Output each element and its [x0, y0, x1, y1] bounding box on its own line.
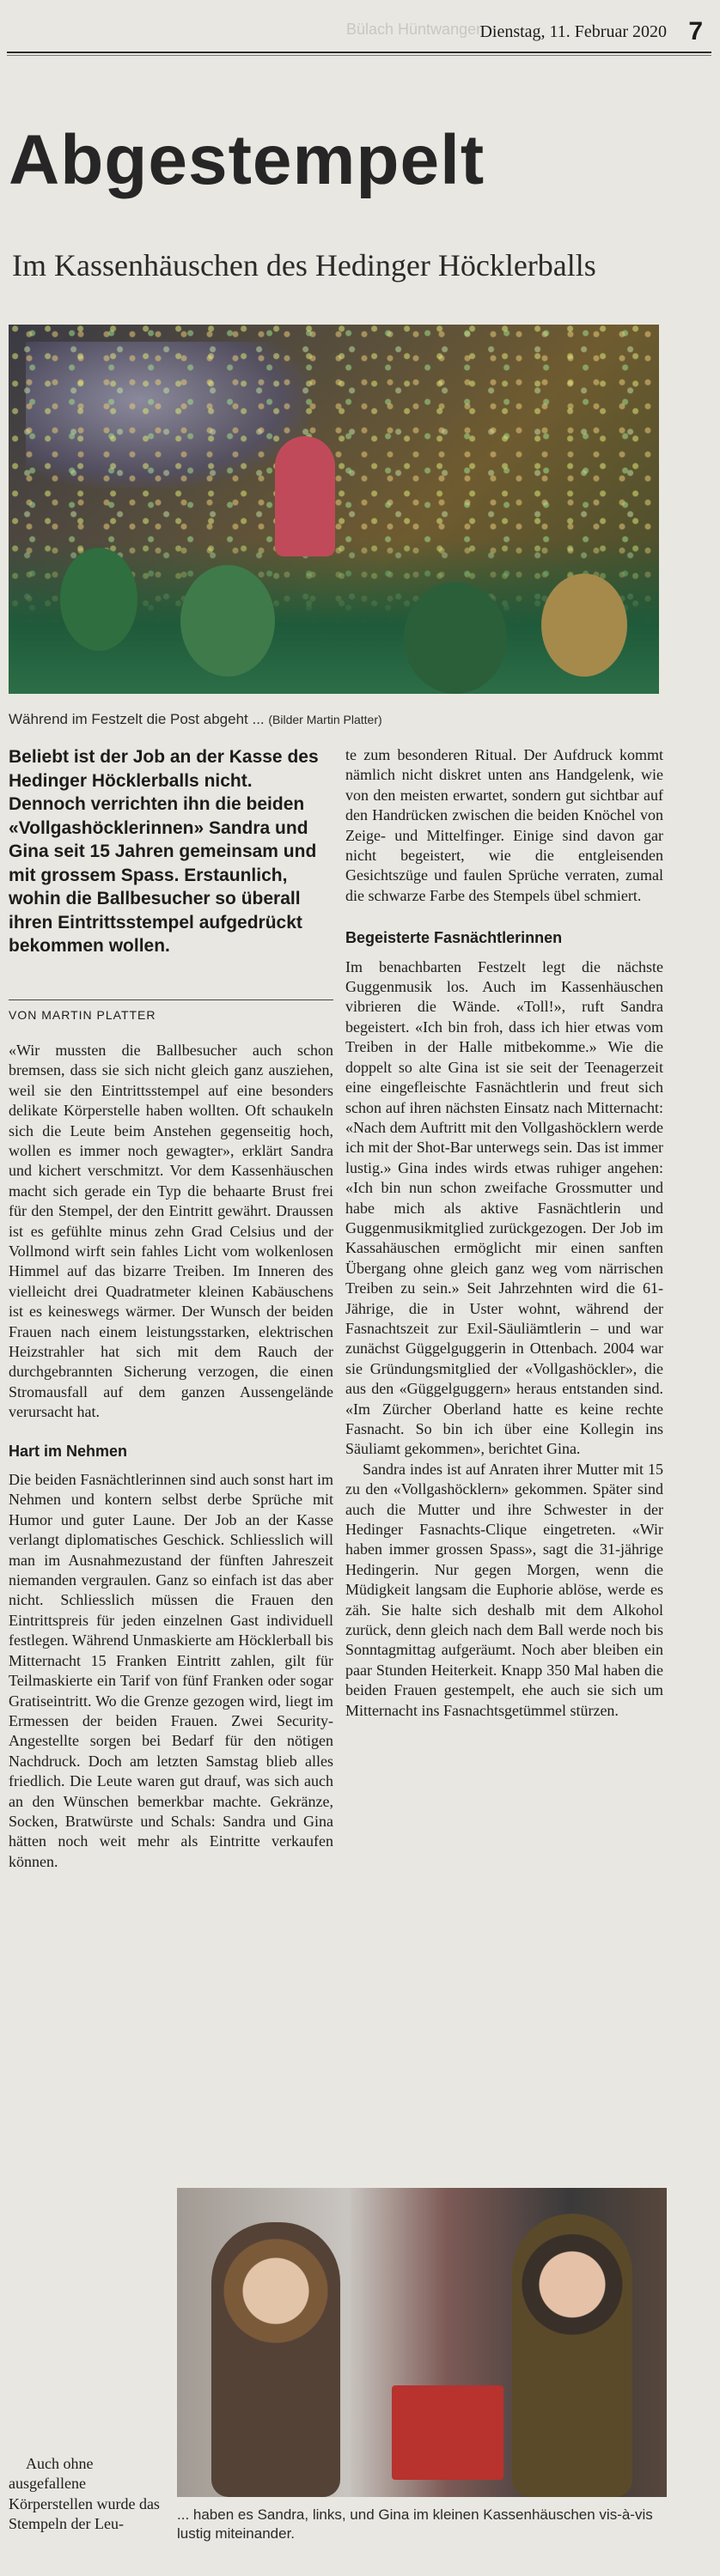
article-deck: Im Kassenhäuschen des Hedinger Höcklerballs: [12, 248, 596, 283]
body-paragraph: Im benachbarten Festzelt legt die nächste Guggenmusik los. Auch im Kassenhäuschen vibrieren die Wände. «Toll!», ruft Sandra begeistert. «Ich bin froh, dass ich hier etwas vom Treiben in der Halle mitbekomme.» Wie die doppelt so alte Gina ist sie seit der Teenagerzeit eine eingefleischte Fasnächtlerin und freut sich schon auf ihren nächsten Einsatz nach Mitternacht: «Nach dem Auftritt mit den Vollgashöcklern werde ich mit der Shot-Bar unterwegs sein. Das ist immer lustig.» Gina indes wirds etwas ruhiger angehen: «Ich bin nun schon zweifache Grossmutter und habe mich als aktive Fasnächtlerin und Guggenmusikmitglied zurückgezogen. Der Job im Kassahäuschen ermöglicht mir einen sanften Übergang ohne gleich ganz weg vom närrischen Treiben zu sein.» Seit Jahrzehnten wird die 61-Jährige, die in Uster wohnt, während der Fasnachtszeit zur Exil-Säuliämtlerin – und war zunächst Güggelguggerin in Ottenbach. 2004 war sie Gründungsmitglied der «Vollgashöckler», die aus den «Güggelguggern» heraus entstanden sind. «Im Zürcher Oberland hatte es keine rechte Fasnacht. So bin ich über eine Kollegin ins Säuliamt gekommen», berichtet Gina.: [345, 957, 663, 1458]
subhead-hart-im-nehmen: Hart im Nehmen: [9, 1442, 128, 1460]
byline: VON MARTIN PLATTER: [9, 1007, 156, 1022]
page-header: [7, 9, 705, 50]
body-paragraph: te zum besonderen Ritual. Der Aufdruck kommt nämlich nicht diskret unten ans Handgelenk, wie von den meisten erwartet, sondern gut sichtbar auf den Handrücken zwischen die beiden Knöchel von Zeige- und Mittelfinger. Einige sind davon gar nicht begeistert, wie die entgleisenden Gesichtszüge und faulen Sprüche verraten, zumal die schwarze Farbe des Stempels übel schmiert.: [345, 746, 663, 904]
photo-credit: (Bilder Martin Platter): [268, 713, 382, 726]
crowd-figure: [404, 582, 507, 694]
header-rule: [7, 52, 711, 53]
issue-date: Dienstag, 11. Februar 2020: [479, 22, 667, 41]
performer-figure: [275, 436, 335, 556]
bleed-through-text: Bülach Hüntwangen: [346, 21, 485, 38]
subhead-begeisterte-fasnaechtlerinnen: Begeisterte Fasnächtlerinnen: [345, 929, 563, 947]
article-column-left-tail: [9, 2454, 172, 2535]
article-lead: Beliebt ist der Job an der Kasse des Hedinger Höcklerballs nicht. Dennoch verrichten ihn die beiden «Vollgashöcklerinnen» Sandra und Gina seit 15 Jahren gemeinsam und mit grossem Spass. Erstaunlich, wohin die Ballbesucher so überall ihren Eintrittsstempel aufgedrückt bekommen wollen.: [9, 747, 319, 956]
photo2-caption: ... haben es Sandra, links, und Gina im kleinen Kassenhäuschen vis-à-vis lustig miteinander.: [177, 2506, 653, 2542]
page-number: 7: [688, 17, 703, 46]
byline-rule: [9, 999, 333, 1000]
body-paragraph: Auch ohne ausgefallene Körperstellen wurde das Stempeln der Leu-: [9, 2455, 160, 2533]
photo-caption-text: Während im Festzelt die Post abgeht ...: [9, 711, 265, 727]
crowd-figure: [541, 574, 627, 677]
festival-photo: [9, 325, 659, 694]
article-headline: Abgestempelt: [9, 121, 485, 199]
kassenhaeuschen-photo: [177, 2188, 667, 2497]
photo-caption: [9, 711, 382, 728]
sandra-figure: [211, 2222, 340, 2497]
body-paragraph: Die beiden Fasnächtlerinnen sind auch sonst hart im Nehmen und kontern selbst derbe Sprüche mit Humor und guter Laune. Der Job an der Kasse verlangt diplomatisches Geschick. Schliesslich will man im Ausnahmezustand der fünften Jahreszeit niemanden vergraulen. Ganz so einfach ist das aber nicht. Schliesslich müssen die Frauen den Eintrittspreis für jeden einzelnen Gast individuell festlegen. Während Unmaskierte am Höcklerball bis Mitternacht 15 Franken Eintritt zahlen, gilt für Teilmaskierte ein Tarif von fünf Franken oder sogar Gratiseintritt. Wo die Grenze gezogen wird, liegt im Ermessen der beiden Frauen. Zwei Security-Angestellte sorgen bei Bedarf für den nötigen Nachdruck. Doch am letzten Samstag blieb alles friedlich. Die Leute waren gut drauf, was sich auch an den Wünschen bemerkbar machte. Gekränze, Socken, Bratwürste und Schals: Sandra und Gina hätten noch weit mehr als Eintritte verkaufen können.: [9, 1471, 333, 1870]
crowd-figure: [60, 548, 137, 651]
body-paragraph: Sandra indes ist auf Anraten ihrer Mutter mit 15 zu den «Vollgashöcklern» gekommen. Später sind auch die Mutter und ihre Schwester in der Hedinger Fasnachts-Clique eingetreten. «Wir haben immer grossen Spass», sagt die 31-jährige Hedingerin. Nur gegen Morgen, wenn die Müdigkeit langsam die Euphorie ablöse, werde es zäh. Sie halte sich deshalb mit dem Alkohol zurück, denn gleich nach dem Ball werde noch bis Sonntagmittag aufgeräumt. Noch aber bleiben ein paar Stunden Heiterkeit. Knapp 350 Mal haben die beiden Frauen gestempelt, ehe auch sie sich um Mitternacht ins Fasnachtsgetümmel stürzen.: [345, 1460, 663, 1719]
article-column-left: [9, 745, 333, 1872]
crowd-figure: [180, 565, 275, 677]
gina-figure: [512, 2214, 632, 2497]
body-paragraph: «Wir mussten die Ballbesucher auch schon bremsen, dass sie sich nicht gleich ganz ausziehen, weil sie den Eintrittsstempel auf eine besonders delikate Körperstelle haben wollten. Oft schaukeln sich die Leute beim Anstehen gegenseitig hoch, wollen es immer noch gewagter», erklärt Sandra und kichert verschmitzt. Vor dem Kassenhäuschen macht sich gerade ein Typ die behaarte Brust frei für den Stempel, der den Eintritt gewährt. Draussen ist es gefühlte minus zehn Grad Celsius und der Vollmond wirft sein fahles Licht vom wolkenlosen Himmel auf das bizarre Treiben. Im Inneren des vielleicht drei Quadratmeter kleinen Kabäuschens ist es keineswegs wärmer. Der Wunsch der beiden Frauen nach einem leistungsstarken, elektrischen Heizstrahler hat sich mit dem Rauch der durchgebrannten Sicherung verzogen, die einen Stromausfall auf dem ganzen Aussengelände verursacht hat.: [9, 1041, 333, 1421]
header-rule-thin: [7, 55, 711, 56]
article-column-right: [345, 745, 663, 1721]
cash-box: [392, 2385, 503, 2480]
